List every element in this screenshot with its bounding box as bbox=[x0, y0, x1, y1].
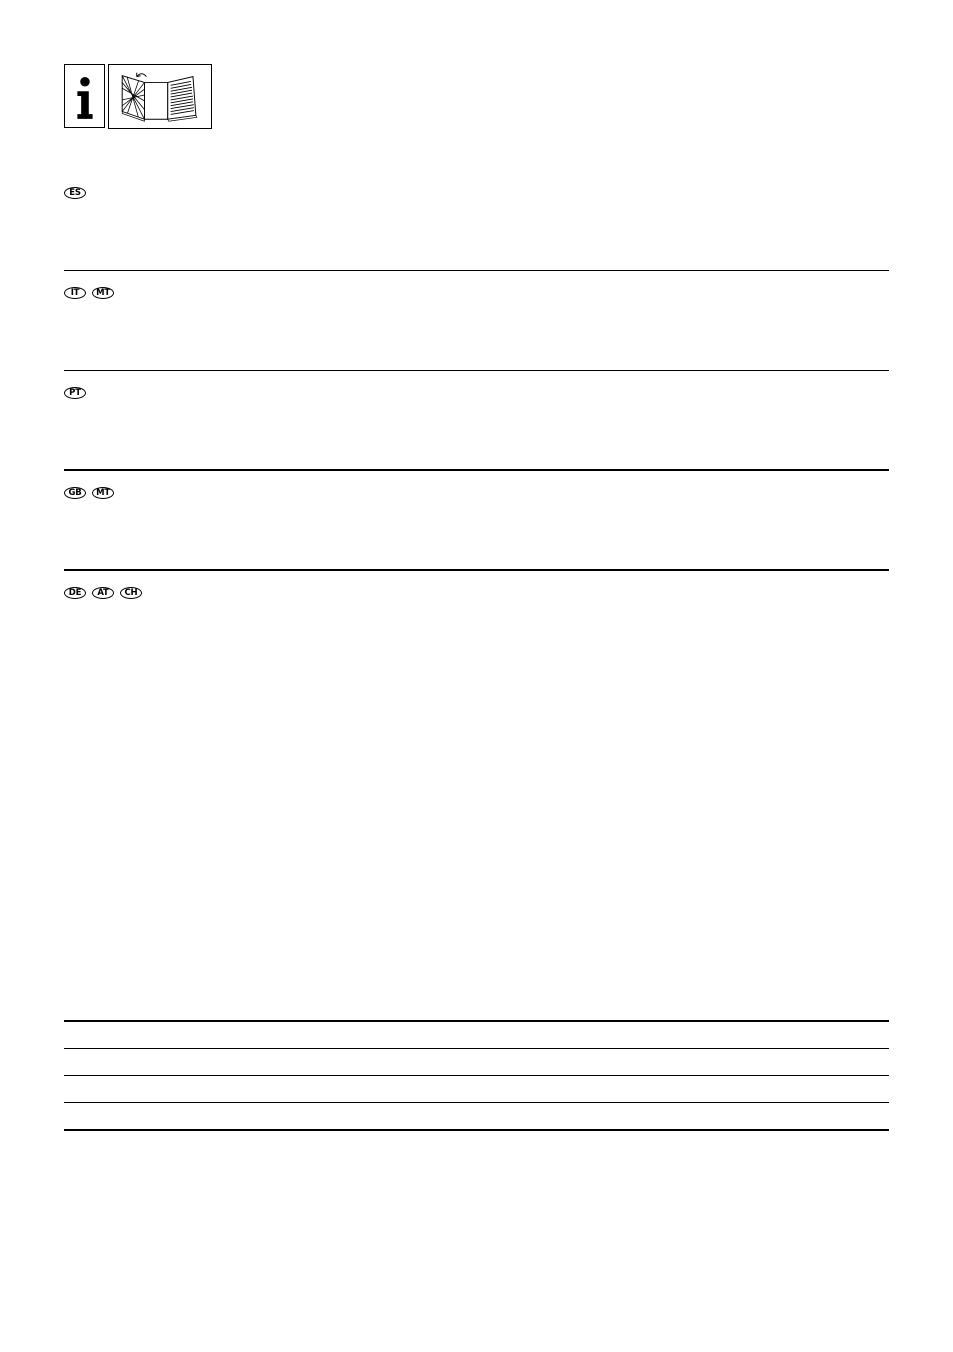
section-divider bbox=[64, 370, 889, 371]
country-badge-es: ES bbox=[64, 187, 86, 199]
country-badges bbox=[64, 187, 889, 199]
language-section-it-mt bbox=[64, 287, 889, 299]
section-divider bbox=[64, 270, 889, 271]
country-badge-gb: GB bbox=[64, 487, 86, 499]
language-section-es bbox=[64, 187, 889, 199]
section-divider bbox=[64, 469, 889, 471]
language-section-gb-mt bbox=[64, 487, 889, 499]
foldout-illustration bbox=[109, 65, 211, 128]
country-badge-de: DE bbox=[64, 587, 86, 599]
country-badges bbox=[64, 487, 889, 499]
country-badge-pt: PT bbox=[64, 387, 86, 399]
info-glyph bbox=[65, 65, 104, 127]
table-rule-top bbox=[64, 1020, 889, 1022]
table-rule bbox=[64, 1048, 889, 1049]
section-divider bbox=[64, 569, 889, 571]
table-rule-bottom bbox=[64, 1129, 889, 1131]
info-icon bbox=[64, 64, 105, 128]
country-badges bbox=[64, 587, 889, 599]
foldout-pages-icon bbox=[108, 64, 212, 129]
country-badge-at: AT bbox=[92, 587, 114, 599]
country-badges bbox=[64, 387, 889, 399]
table-rule bbox=[64, 1102, 889, 1103]
country-badge-ch: CH bbox=[120, 587, 142, 599]
country-badge-mt: MT bbox=[92, 287, 114, 299]
country-badge-mt: MT bbox=[92, 487, 114, 499]
country-badge-it: IT bbox=[64, 287, 86, 299]
language-section-pt bbox=[64, 387, 889, 399]
table-rule bbox=[64, 1075, 889, 1076]
country-badges bbox=[64, 287, 889, 299]
language-section-de-at-ch bbox=[64, 587, 889, 599]
